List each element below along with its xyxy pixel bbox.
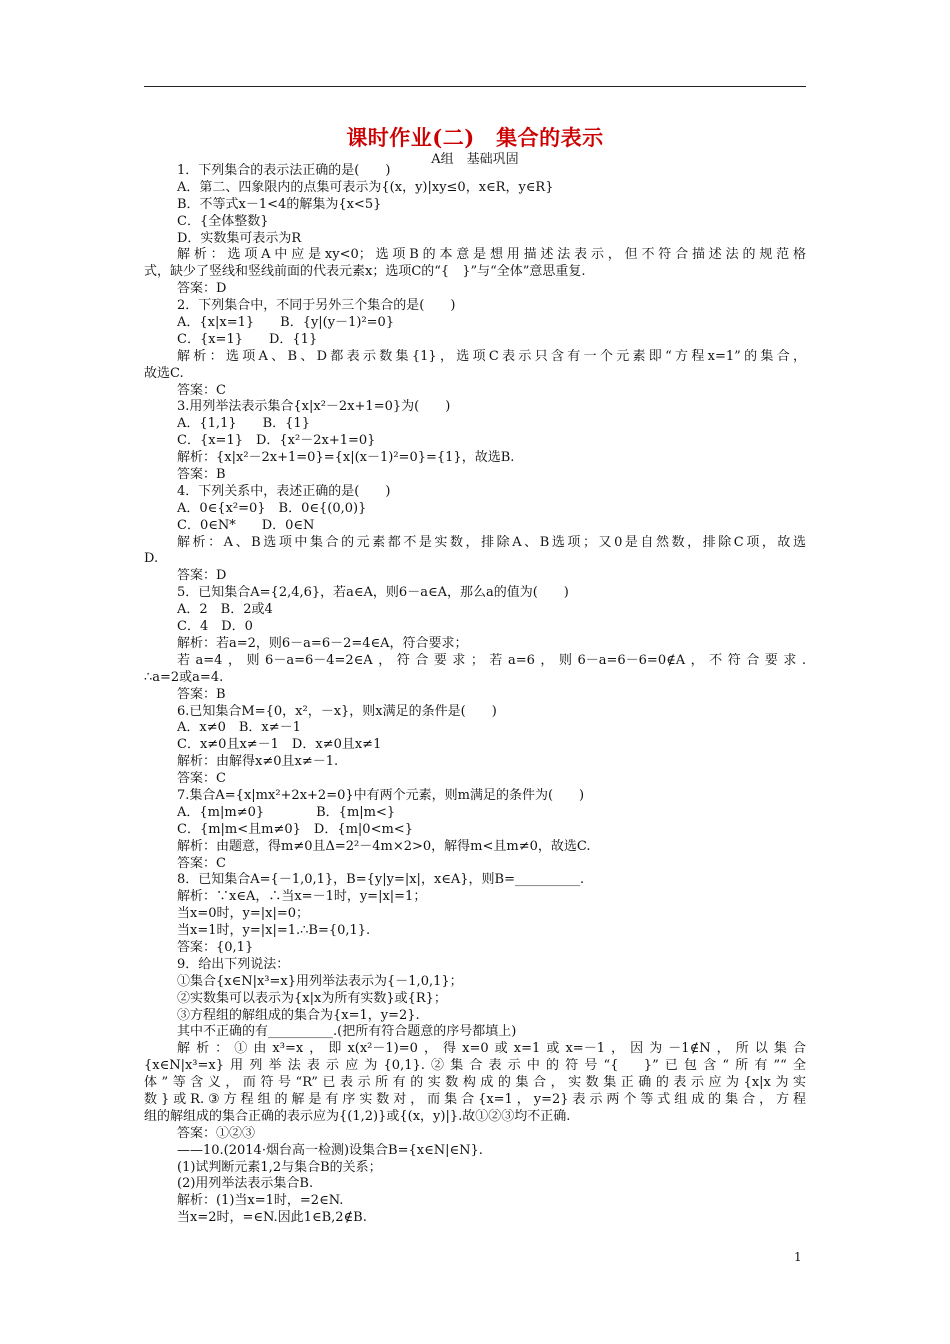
text-line: 解析：A、B选项中集合的元素都不是实数，排除A、B选项；又0是自然数，排除C项，故选 [177,534,806,550]
text-line: 组的解组成的集合正确的表示应为{(1,2)}或{(x，y)|}.故①②③均不正确. [144,1108,571,1124]
text-line: 解析：①由x³=x，即x(x²－1)=0，得x=0或x=1或x=－1，因为－1∉N，所以集合 [177,1041,806,1057]
text-line: A．{m|m≠0} B．{m|m<} [177,804,396,820]
text-line: 答案：D [177,568,227,584]
text-line: C．{m|m<且m≠0} D．{m|0<m<} [177,821,413,837]
text-line: 解析：∵x∈A，∴当x=－1时，y=|x|=1； [177,889,427,905]
text-line: ②实数集可以表示为{x|x为所有实数}或{R}； [177,990,447,1006]
text-line: 答案：C [177,855,226,871]
text-line: 当x=1时，y=|x|=1.∴B={0,1}. [177,923,371,939]
text-line: A．{1,1} B．{1} [177,416,310,432]
text-line: A．0∈{x²=0} B．0∈{(0,0)} [177,500,367,516]
text-line: A．{x|x=1} B．{y|(y－1)²=0} [177,315,395,331]
text-line: 3.用列举法表示集合{x|x²－2x+1=0}为( ) [177,399,451,415]
text-line: 4．下列关系中，表述正确的是( ) [177,483,391,499]
text-line: C．0∈N* D．0∈N [177,517,315,533]
text-line: 5．已知集合A={2,4,6}，若a∈A，则6－a∈A，那么a的值为( ) [177,585,569,601]
text-line: 解析：选项A、B、D都表示数集{1}，选项C表示只含有一个元素即“方程x=1”的集合， [177,348,806,364]
text-line: 6.已知集合M={0，x²，－x}，则x满足的条件是( ) [177,703,497,719]
text-line: 7.集合A={x|mx²+2x+2=0}中有两个元素，则m满足的条件为( ) [177,787,585,803]
text-line: A．x≠0 B．x≠－1 [177,720,301,736]
text-line: 当x=0时，y=|x|=0； [177,906,309,922]
text-line: ——10.(2014·烟台高一检测)设集合B={x∈N|∈N}. [177,1142,483,1158]
text-line: 其中不正确的有__________.(把所有符合题意的序号都填上) [177,1024,517,1040]
text-line: 解析：若a=2，则6－a=6－2=4∈A，符合要求； [177,635,468,651]
text-line: 答案：C [177,382,226,398]
text-line: 解析：{x|x²－2x+1=0}={x|(x－1)²=0}={1}，故选B. [177,450,515,466]
text-line: 解析：(1)当x=1时，=2∈N. [177,1193,344,1209]
text-line: 答案：B [177,467,226,483]
text-line: 数}或R.③方程组的解是有序实数对，而集合{x=1，y=2}表示两个等式组成的集合，方程 [144,1091,806,1107]
section-subtitle: A组 基础巩固 [431,152,519,167]
text-line: ③方程组的解组成的集合为{x=1，y=2}. [177,1007,420,1023]
text-line: 答案：①②③ [177,1125,256,1141]
text-line: C．{x=1} D．{x²－2x+1=0} [177,433,376,449]
text-line: 体”等含义，而符号“R”已表示所有的实数构成的集合，实数集正确的表示应为{x|x为实 [144,1075,806,1091]
text-line: D. [144,551,159,567]
text-line: A．第二、四象限内的点集可表示为{(x，y)|xy≤0，x∈R，y∈R} [177,179,554,195]
text-line: D．实数集可表示为R [177,230,302,246]
text-line: 2．下列集合中，不同于另外三个集合的是( ) [177,298,456,314]
text-line: 当x=2时，=∈N.因此1∈B,2∉B. [177,1210,367,1226]
text-line: 8．已知集合A={－1,0,1}，B={y|y=|x|，x∈A}，则B=__________. [177,872,585,888]
text-line: 解析：由解得x≠0且x≠－1. [177,754,339,770]
text-line: 答案：C [177,771,226,787]
header-rule [144,86,806,87]
text-line: C．4 D．0 [177,619,253,635]
text-line: C．{x=1} D．{1} [177,331,318,347]
text-line: 9．给出下列说法： [177,956,290,972]
text-line: C．{全体整数} [177,213,269,229]
text-line: (2)用列举法表示集合B. [177,1176,314,1192]
text-line: C．x≠0且x≠－1 D．x≠0且x≠1 [177,737,382,753]
text-line: 答案：B [177,686,226,702]
page-number: 1 [794,1250,802,1264]
page-title: 课时作业(二) 集合的表示 [346,125,604,150]
text-line: 解析：选项A中应是xy<0；选项B的本意是想用描述法表示，但不符合描述法的规范格 [177,247,806,263]
text-line: 答案：D [177,281,227,297]
text-line: 1．下列集合的表示法正确的是( ) [177,163,391,178]
text-line: 若a=4，则6－a=6－4=2∈A，符合要求；若a=6，则6－a=6－6=0∉A，不符合要求. [177,652,806,668]
text-line: (1)试判断元素1,2与集合B的关系； [177,1159,382,1175]
text-line: 故选C. [144,365,184,381]
document-body [144,163,806,1227]
text-line: {x∈N|x³=x}用列举法表示应为{0,1}.②集合表示中的符号“{ }”已包含“所有”“全 [144,1058,806,1074]
text-line: ①集合{x∈N|x³=x}用列举法表示为{－1,0,1}； [177,973,463,989]
text-line: 答案：{0,1} [177,939,254,955]
text-line: 解析：由题意，得m≠0且Δ=2²－4m×2>0，解得m<且m≠0，故选C. [177,838,591,854]
text-line: B．不等式x－1<4的解集为{x<5} [177,196,382,212]
text-line: ∴a=2或a=4. [144,669,224,685]
text-line: A．2 B．2或4 [177,602,273,618]
text-line: 式，缺少了竖线和竖线前面的代表元素x；选项C的“{ }”与“全体”意思重复. [144,264,586,280]
